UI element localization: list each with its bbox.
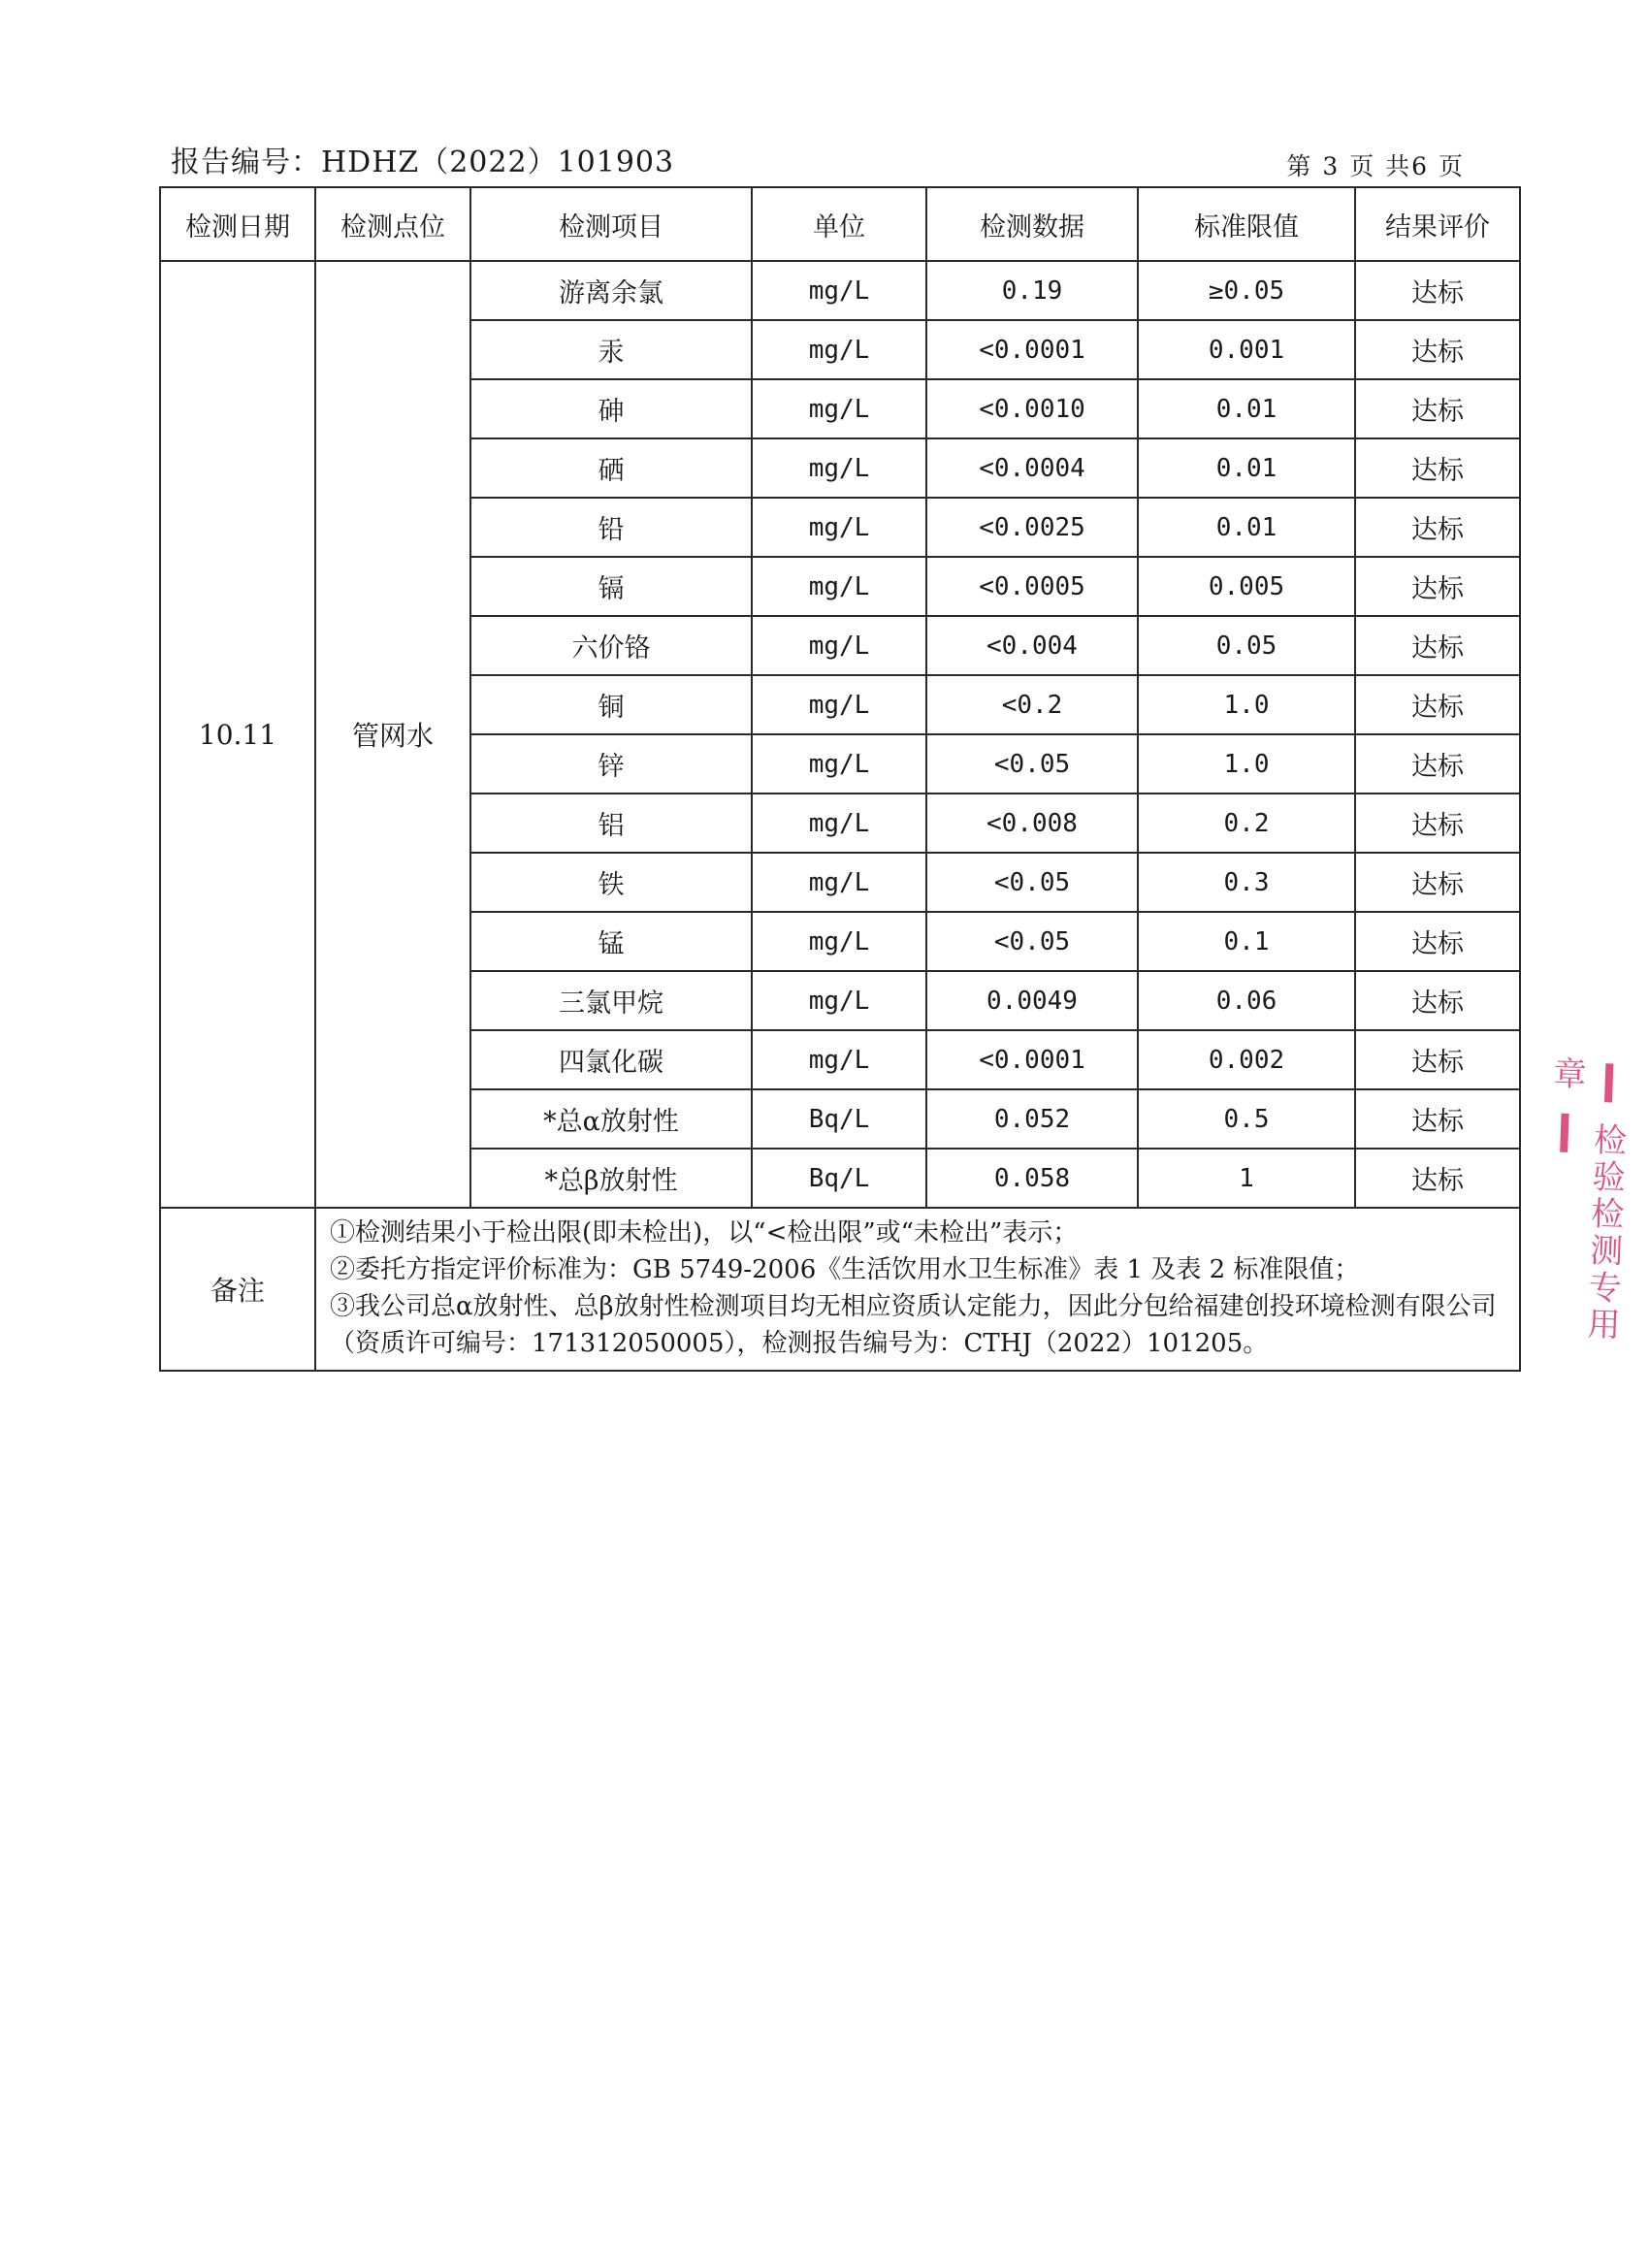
test-item: *总α放射性 [470, 1089, 752, 1149]
stamp-bar [1604, 1063, 1613, 1102]
test-value: <0.0005 [926, 557, 1138, 616]
col-header-value: 检测数据 [926, 187, 1138, 261]
result-evaluation: 达标 [1355, 1149, 1520, 1208]
table-body [160, 261, 1520, 1208]
table-header-row [160, 187, 1520, 261]
standard-limit: 0.01 [1138, 379, 1355, 438]
test-value: <0.0010 [926, 379, 1138, 438]
unit: mg/L [752, 971, 926, 1030]
standard-limit: 0.06 [1138, 971, 1355, 1030]
standard-limit: ≥0.05 [1138, 261, 1355, 320]
result-evaluation: 达标 [1355, 379, 1520, 438]
test-item: 六价铬 [470, 616, 752, 675]
test-item: 铅 [470, 498, 752, 557]
standard-limit: 1 [1138, 1149, 1355, 1208]
test-item: 锌 [470, 734, 752, 794]
notes-label: 备注 [160, 1208, 315, 1371]
test-item: 四氯化碳 [470, 1030, 752, 1089]
unit: mg/L [752, 498, 926, 557]
stamp-text: 检验检测专用章 [1546, 1055, 1628, 1345]
test-item: 汞 [470, 320, 752, 379]
test-item: 镉 [470, 557, 752, 616]
test-item: 砷 [470, 379, 752, 438]
test-value: <0.0001 [926, 1030, 1138, 1089]
result-evaluation: 达标 [1355, 675, 1520, 734]
unit: mg/L [752, 557, 926, 616]
test-value: <0.008 [926, 794, 1138, 853]
unit: mg/L [752, 675, 926, 734]
standard-limit: 0.002 [1138, 1030, 1355, 1089]
standard-limit: 0.3 [1138, 853, 1355, 912]
test-item: 锰 [470, 912, 752, 971]
result-evaluation: 达标 [1355, 320, 1520, 379]
unit: Bq/L [752, 1089, 926, 1149]
result-evaluation: 达标 [1355, 912, 1520, 971]
standard-limit: 0.005 [1138, 557, 1355, 616]
test-value: <0.004 [926, 616, 1138, 675]
unit: mg/L [752, 261, 926, 320]
standard-limit: 0.01 [1138, 498, 1355, 557]
test-value: <0.2 [926, 675, 1138, 734]
test-value: 0.058 [926, 1149, 1138, 1208]
col-header-unit: 单位 [752, 187, 926, 261]
test-item: 三氯甲烷 [470, 971, 752, 1030]
unit: mg/L [752, 379, 926, 438]
test-item: 铝 [470, 794, 752, 853]
table-row [160, 261, 1520, 320]
result-evaluation: 达标 [1355, 616, 1520, 675]
standard-limit: 0.05 [1138, 616, 1355, 675]
unit: mg/L [752, 853, 926, 912]
test-value: <0.0004 [926, 438, 1138, 498]
standard-limit: 0.5 [1138, 1089, 1355, 1149]
result-evaluation: 达标 [1355, 438, 1520, 498]
notes-body [315, 1208, 1520, 1371]
test-location: 管网水 [315, 261, 470, 1208]
test-item: 游离余氯 [470, 261, 752, 320]
unit: mg/L [752, 912, 926, 971]
test-value: 0.0049 [926, 971, 1138, 1030]
standard-limit: 1.0 [1138, 734, 1355, 794]
test-results-table [159, 186, 1521, 1372]
test-value: <0.05 [926, 853, 1138, 912]
test-item: 铁 [470, 853, 752, 912]
result-evaluation: 达标 [1355, 557, 1520, 616]
report-number: 报告编号：HDHZ（2022）101903 [171, 146, 675, 179]
test-item: 硒 [470, 438, 752, 498]
test-value: <0.05 [926, 734, 1138, 794]
inspection-seal-stamp [1546, 1055, 1631, 1369]
col-header-limit: 标准限值 [1138, 187, 1355, 261]
result-evaluation: 达标 [1355, 1030, 1520, 1089]
unit: mg/L [752, 438, 926, 498]
col-header-result: 结果评价 [1355, 187, 1520, 261]
standard-limit: 0.2 [1138, 794, 1355, 853]
test-value: <0.0001 [926, 320, 1138, 379]
result-evaluation: 达标 [1355, 794, 1520, 853]
unit: mg/L [752, 616, 926, 675]
result-evaluation: 达标 [1355, 261, 1520, 320]
standard-limit: 0.001 [1138, 320, 1355, 379]
test-date: 10.11 [160, 261, 315, 1208]
notes-row [160, 1208, 1520, 1371]
stamp-bar [1560, 1113, 1568, 1151]
test-value: <0.0025 [926, 498, 1138, 557]
col-header-date: 检测日期 [160, 187, 315, 261]
standard-limit: 1.0 [1138, 675, 1355, 734]
standard-limit: 0.01 [1138, 438, 1355, 498]
note-line: ①检测结果小于检出限(即未检出)，以“<检出限”或“未检出”表示； [330, 1218, 1079, 1247]
test-item: 铜 [470, 675, 752, 734]
result-evaluation: 达标 [1355, 498, 1520, 557]
result-evaluation: 达标 [1355, 853, 1520, 912]
test-value: <0.05 [926, 912, 1138, 971]
note-line: ③我公司总α放射性、总β放射性检测项目均无相应资质认定能力，因此分包给福建创投环境检测有限公司（资质许可编号：171312050005），检测报告编号为：CTHJ（2022）101205。 [330, 1292, 1497, 1358]
result-evaluation: 达标 [1355, 971, 1520, 1030]
col-header-item: 检测项目 [470, 187, 752, 261]
test-item: *总β放射性 [470, 1149, 752, 1208]
note-line: ②委托方指定评价标准为：GB 5749-2006《生活饮用水卫生标准》表 1 及表 2 标准限值； [330, 1255, 1360, 1284]
unit: Bq/L [752, 1149, 926, 1208]
unit: mg/L [752, 734, 926, 794]
test-value: 0.19 [926, 261, 1138, 320]
unit: mg/L [752, 320, 926, 379]
unit: mg/L [752, 1030, 926, 1089]
col-header-location: 检测点位 [315, 187, 470, 261]
result-evaluation: 达标 [1355, 734, 1520, 794]
standard-limit: 0.1 [1138, 912, 1355, 971]
result-evaluation: 达标 [1355, 1089, 1520, 1149]
page-indicator: 第 3 页 共6 页 [1286, 152, 1465, 180]
test-value: 0.052 [926, 1089, 1138, 1149]
unit: mg/L [752, 794, 926, 853]
